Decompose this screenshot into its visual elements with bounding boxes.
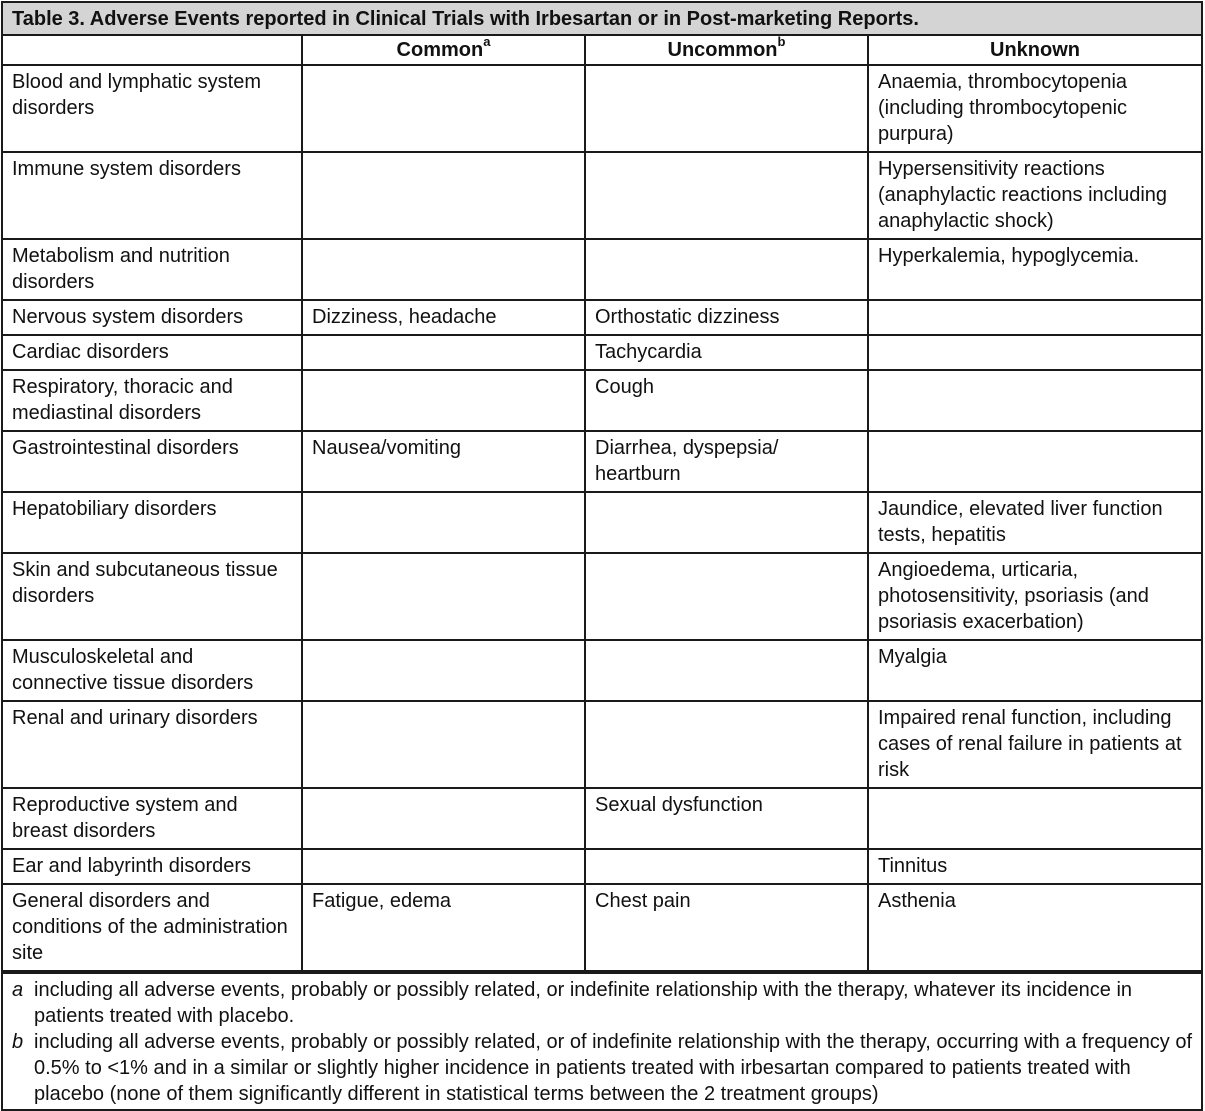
cell-category: General disorders and conditions of the administration site (3, 884, 302, 971)
cell-unknown (868, 370, 1201, 431)
footnote-ref-a: a (483, 34, 491, 50)
cell-uncommon (585, 152, 868, 239)
cell-unknown: Anaemia, thrombocytopenia (including thrombocytopenic purpura) (868, 65, 1201, 152)
table-row (3, 849, 1201, 884)
table-row (3, 553, 1201, 640)
cell-category: Reproductive system and breast disorders (3, 788, 302, 849)
cell-category: Nervous system disorders (3, 300, 302, 335)
cell-category: Musculoskeletal and connective tissue disorders (3, 640, 302, 701)
column-header-uncommon: Uncommon$^b$ (585, 36, 868, 65)
cell-common: Dizziness, headache (302, 300, 585, 335)
cell-common: Nausea/vomiting (302, 431, 585, 492)
cell-unknown: Jaundice, elevated liver function tests, hepatitis (868, 492, 1201, 553)
table-row (3, 788, 1201, 849)
cell-common (302, 492, 585, 553)
cell-unknown (868, 300, 1201, 335)
table-row (3, 65, 1201, 152)
cell-category: Blood and lymphatic system disorders (3, 65, 302, 152)
table-row (3, 239, 1201, 300)
footnote-a (11, 977, 1193, 1029)
footnotes (3, 972, 1201, 1109)
cell-category: Ear and labyrinth disorders (3, 849, 302, 884)
cell-uncommon: Sexual dysfunction (585, 788, 868, 849)
cell-common (302, 849, 585, 884)
cell-uncommon: Tachycardia (585, 335, 868, 370)
cell-unknown: Myalgia (868, 640, 1201, 701)
table-row (3, 152, 1201, 239)
cell-uncommon: Cough (585, 370, 868, 431)
cell-uncommon (585, 492, 868, 553)
table-body (3, 65, 1201, 971)
cell-uncommon (585, 239, 868, 300)
column-header-common: Common$^a$ (302, 36, 585, 65)
cell-uncommon (585, 65, 868, 152)
table-row (3, 431, 1201, 492)
cell-unknown (868, 335, 1201, 370)
cell-unknown (868, 788, 1201, 849)
cell-common (302, 335, 585, 370)
cell-unknown: Angioedema, urticaria, photosensitivity, psoriasis (and psoriasis exacerbation) (868, 553, 1201, 640)
column-header-category (3, 36, 302, 65)
cell-common (302, 553, 585, 640)
cell-common (302, 65, 585, 152)
table-row (3, 701, 1201, 788)
cell-category: Gastrointestinal disorders (3, 431, 302, 492)
footnote-b (11, 1029, 1193, 1107)
cell-unknown: Hypersensitivity reactions (anaphylactic reactions including anaphylactic shock) (868, 152, 1201, 239)
cell-category: Metabolism and nutrition disorders (3, 239, 302, 300)
cell-uncommon: Orthostatic dizziness (585, 300, 868, 335)
cell-unknown: Impaired renal function, including cases of renal failure in patients at risk (868, 701, 1201, 788)
table-row (3, 335, 1201, 370)
cell-unknown: Hyperkalemia, hypoglycemia. (868, 239, 1201, 300)
footnote-mark: b (12, 1031, 24, 1053)
cell-uncommon (585, 553, 868, 640)
footnote-text: including all adverse events, probably or possibly related, or of indefinite relationship with the therapy, occurring with a frequency of 0.5% to <1% and in a similar or slightly higher incidence in patients treated with irbesartan compared to patients treated with placebo (none of them significantly different in statistical terms between the 2 treatment groups) (34, 1031, 1193, 1105)
cell-common: Fatigue, edema (302, 884, 585, 971)
cell-unknown: Asthenia (868, 884, 1201, 971)
table-row (3, 370, 1201, 431)
cell-common (302, 370, 585, 431)
cell-unknown: Tinnitus (868, 849, 1201, 884)
header-row (3, 36, 1201, 65)
cell-common (302, 239, 585, 300)
cell-uncommon: Chest pain (585, 884, 868, 971)
table-caption: Table 3. Adverse Events reported in Clinical Trials with Irbesartan or in Post-marketing Reports. (3, 3, 1201, 36)
column-header-unknown: Unknown (868, 36, 1201, 65)
cell-category: Hepatobiliary disorders (3, 492, 302, 553)
cell-uncommon (585, 640, 868, 701)
adverse-events-table (1, 1, 1203, 1111)
cell-category: Renal and urinary disorders (3, 701, 302, 788)
cell-common (302, 788, 585, 849)
cell-unknown (868, 431, 1201, 492)
cell-category: Respiratory, thoracic and mediastinal disorders (3, 370, 302, 431)
cell-uncommon (585, 701, 868, 788)
cell-category: Immune system disorders (3, 152, 302, 239)
table-row (3, 640, 1201, 701)
cell-uncommon (585, 849, 868, 884)
table-row (3, 300, 1201, 335)
cell-common (302, 152, 585, 239)
cell-uncommon: Diarrhea, dyspepsia/ heartburn (585, 431, 868, 492)
cell-category: Cardiac disorders (3, 335, 302, 370)
table-row (3, 492, 1201, 553)
cell-common (302, 640, 585, 701)
footnote-text: including all adverse events, probably or possibly related, or indefinite relationship with the therapy, whatever its incidence in patients treated with placebo. (34, 979, 1133, 1027)
table-row (3, 884, 1201, 971)
cell-category: Skin and subcutaneous tissue disorders (3, 553, 302, 640)
cell-common (302, 701, 585, 788)
footnote-ref-b: b (777, 34, 786, 50)
adverse-events-grid (3, 36, 1201, 972)
footnote-mark: a (12, 979, 24, 1001)
